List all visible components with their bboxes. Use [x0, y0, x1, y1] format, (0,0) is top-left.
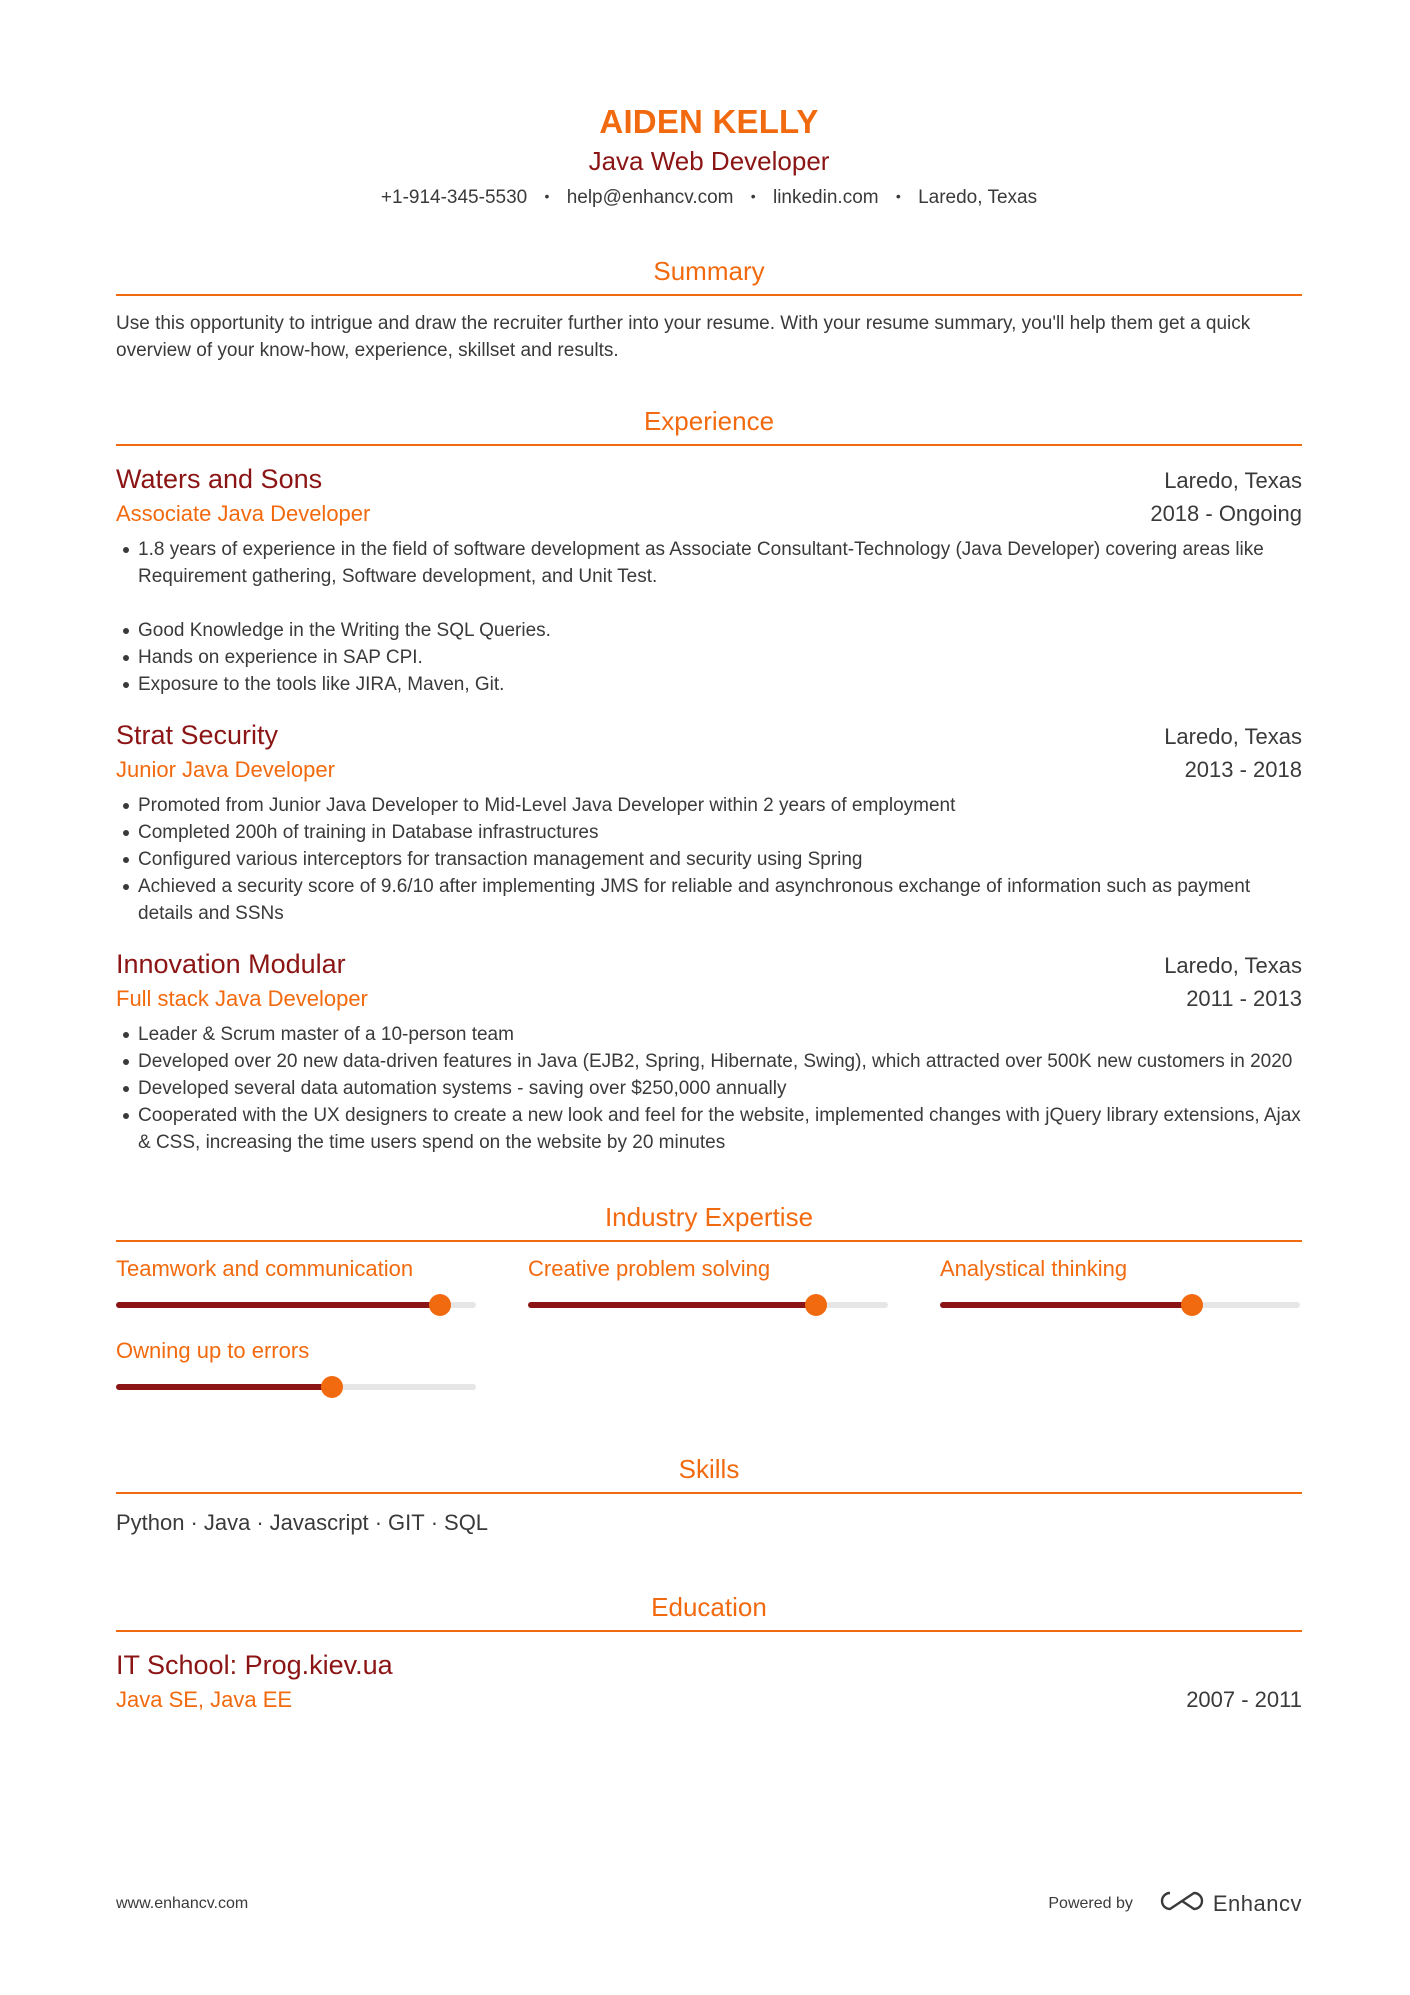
page-footer	[116, 1890, 1302, 1917]
job-role: Associate Java Developer	[116, 501, 371, 526]
resume-header	[116, 100, 1302, 212]
expertise-item	[940, 1254, 1300, 1320]
job-bullets	[116, 536, 1302, 698]
skills-list	[116, 1508, 1302, 1538]
expertise-bar-fill	[940, 1302, 1192, 1308]
list-item: Completed 200h of training in Database infrastructures	[116, 819, 1302, 846]
job-location: Laredo, Texas	[1164, 953, 1302, 978]
list-item: Promoted from Junior Java Developer to Mid-Level Java Developer within 2 years of employment	[116, 792, 1302, 819]
section-title: Summary	[116, 254, 1302, 296]
contact-line	[116, 182, 1302, 212]
expertise-bar-knob	[321, 1376, 343, 1398]
job-role: Junior Java Developer	[116, 757, 335, 782]
job-dates: 2013 - 2018	[1184, 757, 1302, 782]
candidate-name: AIDEN KELLY	[599, 103, 819, 140]
job-bullets	[116, 1021, 1302, 1156]
skill-item: SQL	[444, 1510, 489, 1535]
section-title: Education	[116, 1590, 1302, 1632]
section-title: Experience	[116, 404, 1302, 446]
skill-separator: ·	[374, 1510, 383, 1535]
footer-url-link[interactable]: www.enhancv.com	[116, 1894, 249, 1912]
list-item: Developed over 20 new data-driven features in Java (EJB2, Spring, Hibernate, Swing), which attracted over 500K new customers in 2020	[116, 1048, 1302, 1075]
skill-item: GIT	[388, 1510, 425, 1535]
email-link[interactable]: help@enhancv.com	[566, 187, 734, 208]
separator-dot: •	[895, 188, 901, 204]
job-location: Laredo, Texas	[1164, 724, 1302, 749]
linkedin-link[interactable]: linkedin.com	[772, 187, 879, 208]
summary-text: Use this opportunity to intrigue and draw the recruiter further into your resume. With your resume summary, you'll help them get a quick overview of your know-how, experience, skillset and results.	[116, 313, 1251, 361]
list-item: Good Knowledge in the Writing the SQL Queries.	[116, 617, 1302, 644]
powered-by	[1048, 1890, 1302, 1917]
summary-section	[116, 254, 1302, 364]
job-location: Laredo, Texas	[1164, 468, 1302, 493]
separator-dot: •	[750, 188, 756, 204]
list-item: 1.8 years of experience in the field of software development as Associate Consultant-Technology (Java Developer) covering areas like Requirement gathering, Software development, and Unit Test.	[116, 536, 1302, 590]
skill-item: Java	[203, 1510, 251, 1535]
experience-section	[116, 404, 1302, 1156]
phone-text: +1-914-345-5530	[380, 187, 528, 208]
section-title: Skills	[116, 1452, 1302, 1494]
expertise-item	[116, 1336, 476, 1402]
enhancv-brand-text: Enhancv	[1212, 1890, 1302, 1916]
education-section	[116, 1590, 1302, 1716]
expertise-label: Teamwork and communication	[116, 1256, 414, 1281]
job-dates: 2011 - 2013	[1186, 986, 1302, 1011]
enhancv-logo-icon	[1159, 1890, 1205, 1917]
school-name: IT School: Prog.kiev.ua	[116, 1650, 393, 1680]
list-item: Developed several data automation systems - saving over $250,000 annually	[116, 1075, 1302, 1102]
resume-page	[116, 100, 1302, 1716]
expertise-bar-knob	[805, 1294, 827, 1316]
expertise-bar-fill	[116, 1302, 440, 1308]
location-text: Laredo, Texas	[918, 187, 1038, 208]
expertise-bar	[116, 1384, 476, 1390]
expertise-grid	[116, 1254, 1302, 1402]
list-item: Achieved a security score of 9.6/10 after implementing JMS for reliable and asynchronous exchange of information such as payment details and SSNs	[116, 873, 1302, 927]
job-dates: 2018 - Ongoing	[1150, 501, 1302, 526]
expertise-item	[116, 1254, 476, 1320]
candidate-title: Java Web Developer	[588, 146, 830, 176]
expertise-label: Creative problem solving	[528, 1256, 771, 1281]
company-name: Innovation Modular	[116, 949, 346, 979]
list-item: Configured various interceptors for transaction management and security using Spring	[116, 846, 1302, 873]
skill-separator: ·	[190, 1510, 198, 1535]
list-item: Leader & Scrum master of a 10-person team	[116, 1021, 1302, 1048]
job-role: Full stack Java Developer	[116, 986, 368, 1011]
expertise-section	[116, 1200, 1302, 1402]
section-title: Industry Expertise	[116, 1200, 1302, 1242]
expertise-bar-fill	[528, 1302, 816, 1308]
expertise-bar-knob	[429, 1294, 451, 1316]
separator-dot: •	[544, 188, 550, 204]
powered-by-text: Powered by	[1048, 1894, 1133, 1912]
expertise-bar	[528, 1302, 888, 1308]
skill-item: Javascript	[269, 1510, 369, 1535]
job-entry	[116, 945, 1302, 1156]
expertise-bar-fill	[116, 1384, 332, 1390]
skills-section	[116, 1452, 1302, 1538]
education-dates: 2007 - 2011	[1186, 1687, 1302, 1712]
company-name: Strat Security	[116, 720, 279, 750]
expertise-item	[528, 1254, 888, 1320]
list-item: Hands on experience in SAP CPI.	[116, 644, 1302, 671]
expertise-label: Analystical thinking	[940, 1256, 1128, 1281]
list-item: Cooperated with the UX designers to create a new look and feel for the website, implemented changes with jQuery library extensions, Ajax & CSS, increasing the time users spend on the website by 20 minutes	[116, 1102, 1302, 1156]
education-entry	[116, 1646, 1302, 1716]
expertise-bar	[940, 1302, 1300, 1308]
expertise-bar	[116, 1302, 476, 1308]
expertise-bar-knob	[1181, 1294, 1203, 1316]
list-item: Exposure to the tools like JIRA, Maven, Git.	[116, 671, 1302, 698]
job-entry	[116, 460, 1302, 698]
skill-item: Python	[116, 1510, 185, 1535]
expertise-label: Owning up to errors	[116, 1338, 310, 1363]
job-bullets	[116, 792, 1302, 927]
job-entry	[116, 716, 1302, 927]
skill-separator: ·	[256, 1510, 264, 1535]
skill-separator: ·	[430, 1510, 439, 1535]
company-name: Waters and Sons	[116, 464, 323, 494]
program-name: Java SE, Java EE	[116, 1687, 293, 1712]
